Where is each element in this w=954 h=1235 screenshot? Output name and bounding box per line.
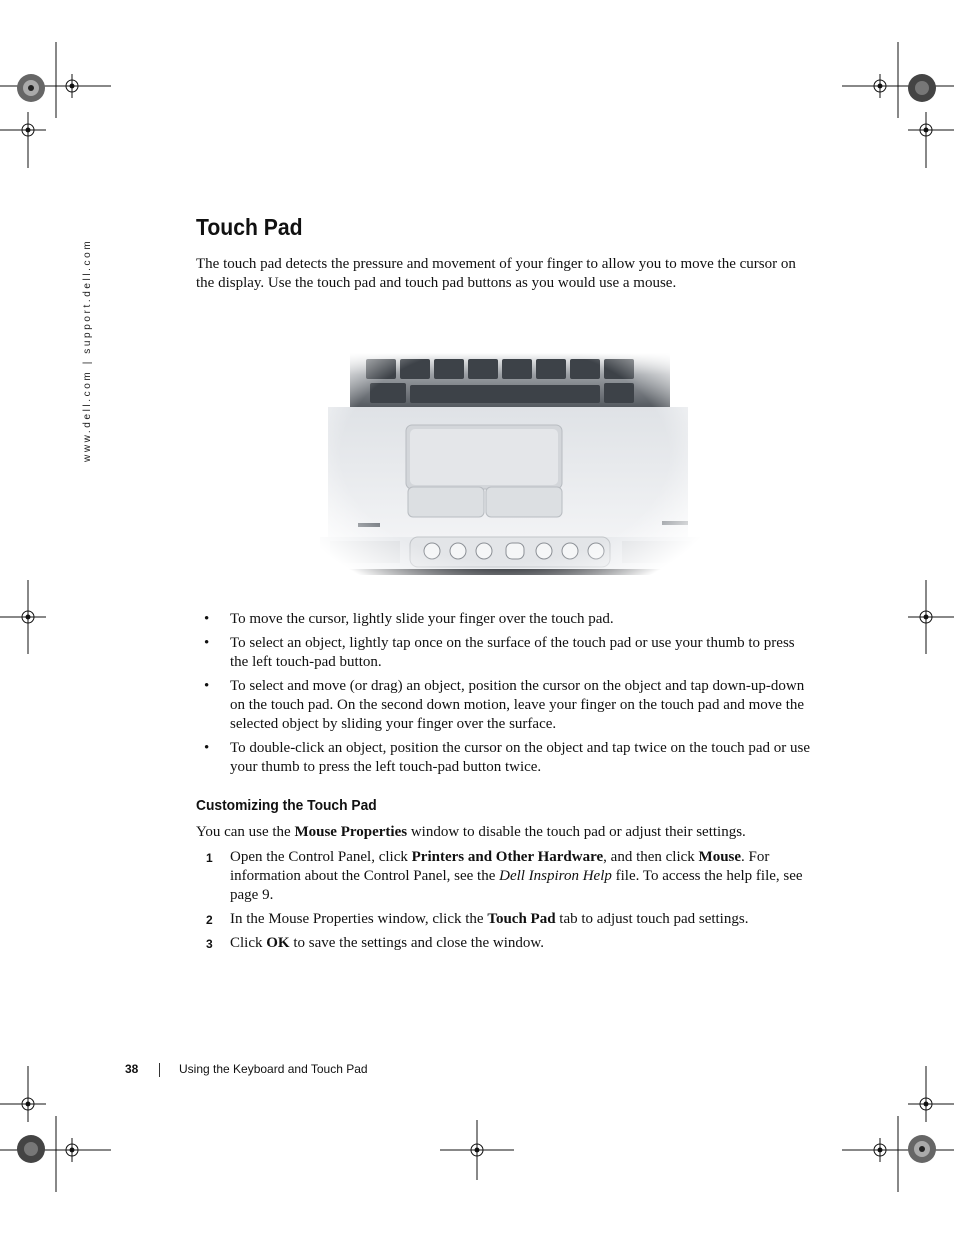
ui-term: OK [266, 935, 290, 951]
step-item [196, 848, 816, 905]
text-run: . For information about the Control Panel, see the [230, 849, 770, 884]
step-item [196, 910, 816, 929]
bullet: • [204, 678, 210, 694]
page-title: Touch Pad [196, 214, 303, 240]
text-run: Click [230, 935, 267, 951]
footer-section-title: Using the Keyboard and Touch Pad [179, 1062, 368, 1076]
list-item [196, 634, 816, 672]
text-run: to save the settings and close the window. [289, 935, 544, 951]
text-run: You can use the [196, 824, 295, 840]
ui-term: Printers and Other Hardware [411, 849, 604, 865]
step-number: 1 [206, 851, 213, 865]
list-item-text: To double-click an object, position the cursor on the object and tap twice on the touch pad or use your thumb to press the left touch-pad button twice. [230, 740, 811, 775]
list-item [196, 677, 816, 734]
list-item-text: To select an object, lightly tap once on the surface of the touch pad or use your thumb to press the left touch-pad button. [230, 635, 795, 670]
ui-term: Mouse Properties [294, 824, 408, 840]
step-number: 3 [206, 937, 213, 951]
step-number: 2 [206, 913, 213, 927]
footer-separator [159, 1063, 160, 1077]
text-run: window to disable the touch pad or adjust their settings. [407, 824, 746, 840]
list-item [196, 610, 816, 629]
list-item [196, 739, 816, 777]
ui-term: Mouse [698, 849, 742, 865]
step-item [196, 934, 816, 953]
customize-steps-list [196, 848, 816, 958]
laptop-touch-pad-illustration [310, 325, 700, 583]
list-item-text: To move the cursor, lightly slide your finger over the touch pad. [230, 611, 614, 627]
ui-term: Touch Pad [487, 911, 556, 927]
page-number: 38 [125, 1062, 139, 1076]
customize-paragraph [196, 823, 816, 842]
bullet: • [204, 740, 210, 756]
bullet: • [204, 611, 210, 627]
text-run: In the Mouse Properties window, click the [230, 911, 488, 927]
section-subheading: Customizing the Touch Pad [196, 797, 377, 814]
help-file-name: Dell Inspiron Help [499, 868, 612, 884]
text-run: tab to adjust touch pad settings. [555, 911, 749, 927]
touch-pad-usage-list [196, 610, 816, 782]
intro-paragraph: The touch pad detects the pressure and movement of your finger to allow you to move the cursor on the display. Use the touch pad and touch pad buttons as you would use a mouse. [196, 256, 796, 291]
text-run: , and then click [603, 849, 699, 865]
text-run: Open the Control Panel, click [230, 849, 412, 865]
list-item-text: To select and move (or drag) an object, position the cursor on the object and tap down-up-down on the touch pad. On the second down motion, leave your finger on the touch pad and move the selected object by sliding your finger over the surface. [230, 678, 805, 732]
text-run: file. To access the help file, see page 9. [230, 868, 803, 903]
side-url: www.dell.com | support.dell.com [82, 238, 93, 462]
bullet: • [204, 635, 210, 651]
